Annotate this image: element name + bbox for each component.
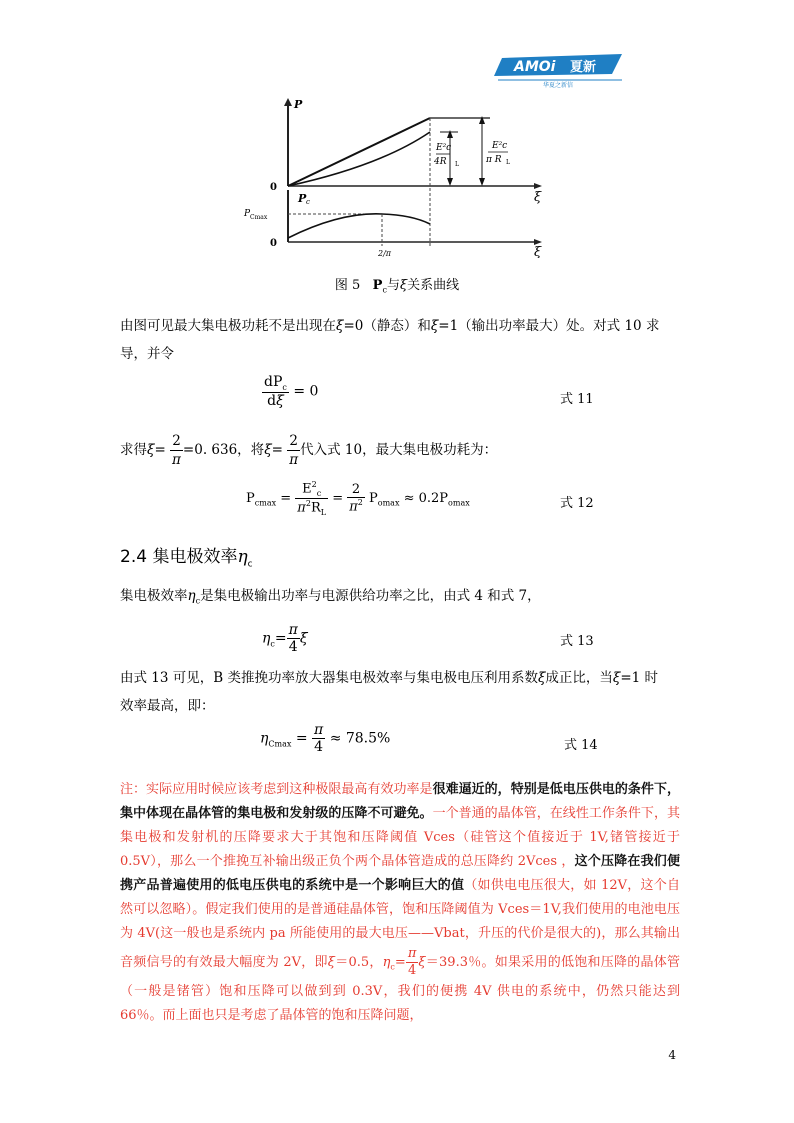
equation-12-number: 式 12: [560, 496, 594, 511]
logo-slogan: 华夏之新信: [542, 82, 574, 88]
label-zero-bottom: 0: [270, 238, 277, 249]
label-pc: P: [298, 192, 307, 205]
equation-13-number: 式 13: [560, 634, 594, 649]
paragraph-1: 由图可见最大集电极功耗不是出现在ξ=0（静态）和ξ=1（输出功率最大）处。对式 10 求 导，并令: [120, 318, 660, 362]
label-pcmax: P: [244, 209, 251, 219]
note-intro: 注：实际应用时候应该考虑到这种极限最高有效功率是: [120, 782, 433, 797]
equation-11-number: 式 11: [560, 392, 594, 407]
label-pcmax-sub: Cmax: [250, 214, 268, 221]
label-zero-top: 0: [270, 182, 277, 193]
equation-14-number: 式 14: [564, 738, 598, 753]
note-text-1: 一个普通的晶体管，在线性工作条件下，其集电极和发射机的压降要求大于其饱和压降阈值 Vces（硅管这个值接近于 1V,锗管接近于 0.5V），那么一个推挽互补输出级正负个两个晶体管造成的总压降约 2Vces ，: [120, 806, 680, 869]
label-left-num: E²c: [436, 143, 452, 153]
label-xi-bottom: ξ: [534, 245, 542, 258]
note-block: 注：实际应用时候应该考虑到这种极限最高有效功率是很难逼近的，特别是低电压供电的条件下，集中体现在晶体管的集电极和发射级的压降不可避免。一个普通的晶体管，在线性工作条件下，其集电极和发射机的压降要求大于其饱和压降阈值 Vces（硅管这个值接近于 1V,锗管接近于 0.5V），那么一个推挽互补输出级正负个两个晶体管造成的总压降约 2Vces ，这个压降在我们便携产品普遍使用的低电压供电的系统中是一个影响巨大的值（如供电电压很大，如 12V，这个自然可以忽略）。假定我们使用的是普通硅晶体管，饱和压降阈值为 Vces＝1V,我们使用的电池电压为 4V(这一般也是系统内 pa 所能使用的最大电压——Vbat，升压的代价是很大的)，那么其输出音频信号的有效最大幅度为 2V，即ξ＝0.5，$\eta_c=$ $\frac{\pi}{4}$ ξ＝39.3％。如果采用的低饱和压降的晶体管（一般是锗管）饱和压降可以做到到 0.3V，我们的便携 4V 供电的系统中，仍然只能达到 66％。而上面也只是考虑了晶体管的饱和压降问题，: [120, 782, 680, 1023]
figure-caption: 图 5 $P_c$与ξ关系曲线: [334, 278, 460, 295]
label-2pi: 2/π: [378, 249, 392, 258]
label-right-den-sub: L: [506, 159, 510, 166]
note-text-3: 39.3％。如果采用的低饱和压降的晶体管（一般是锗管）饱和压降可以做到到 0.3V，我们的便携 4V 供电的系统中，仍然只能达到 66％。而上面也只是考虑了晶体管的饱和压降问题，: [120, 955, 680, 1023]
paragraph-5: 由式 13 可见，B 类推挽功率放大器集电极效率与集电极电压利用系数ξ成正比，当ξ=1 时 效率最高，即：: [120, 670, 659, 714]
paragraph-3: 求得ξ= $\frac{2}{\pi}$ =0. 636，将ξ= $\frac{2}{\pi}$ 代入式 10，最大集电极功耗为：: [120, 433, 498, 468]
paragraph-4: 集电极效率$\eta_c$是集电极输出功率与电源供给功率之比，由式 4 和式 7，: [120, 588, 541, 606]
label-xi-top: ξ: [534, 190, 542, 205]
equation-14: $\eta_{Cmax}$ = $\frac{\pi}{4}$ ≈ 78.5%: [260, 722, 391, 755]
label-left-den: 4R: [434, 157, 447, 167]
label-right-den: π R: [486, 155, 502, 165]
label-left-den-sub: L: [455, 161, 459, 168]
section-heading-2-4: 2.4 集电极效率$\eta_c$: [120, 547, 253, 570]
amoi-logo: [494, 48, 626, 88]
note-bold-2: 这个压降在我们便携产品普遍使用的低电压供电的系统中是一个影响巨大的值: [120, 854, 680, 893]
figure-5: [240, 98, 550, 258]
equation-12: $P_{cmax}$ = $\frac{E^2_c}{\pi^2R_L}$ = $\frac{2}{\pi^2}$ $P_{omax} \approx 0.2P_{omax}$: [246, 480, 470, 517]
note-bold-1: 很难逼近的，特别是低电压供电的条件下，集中体现在晶体管的集电极和发射级的压降不可避免。: [120, 782, 680, 821]
equation-11: $\frac{dP_c}{d\xi}$ = 0: [264, 374, 319, 409]
page-number: 4: [668, 1048, 676, 1062]
label-p: P: [294, 98, 303, 111]
equation-13: $\eta_c=$ $\frac{\pi}{4}$ ξ: [262, 622, 308, 655]
logo-cn: 夏新: [570, 60, 597, 75]
label-right-num: E²c: [492, 141, 508, 151]
label-pc-sub: c: [306, 198, 310, 206]
note-text-2: （如供电电压很大，如 12V，这个自然可以忽略）。假定我们使用的是普通硅晶体管，饱和压降阈值为 Vces＝1V,我们使用的电池电压为 4V(这一般也是系统内 pa 所能使用的最大电压——Vbat，升压的代价是很大的)，那么其输出音频信号的有效最大幅度为 2V，即: [120, 878, 680, 970]
logo-text: AMOi: [514, 59, 556, 75]
